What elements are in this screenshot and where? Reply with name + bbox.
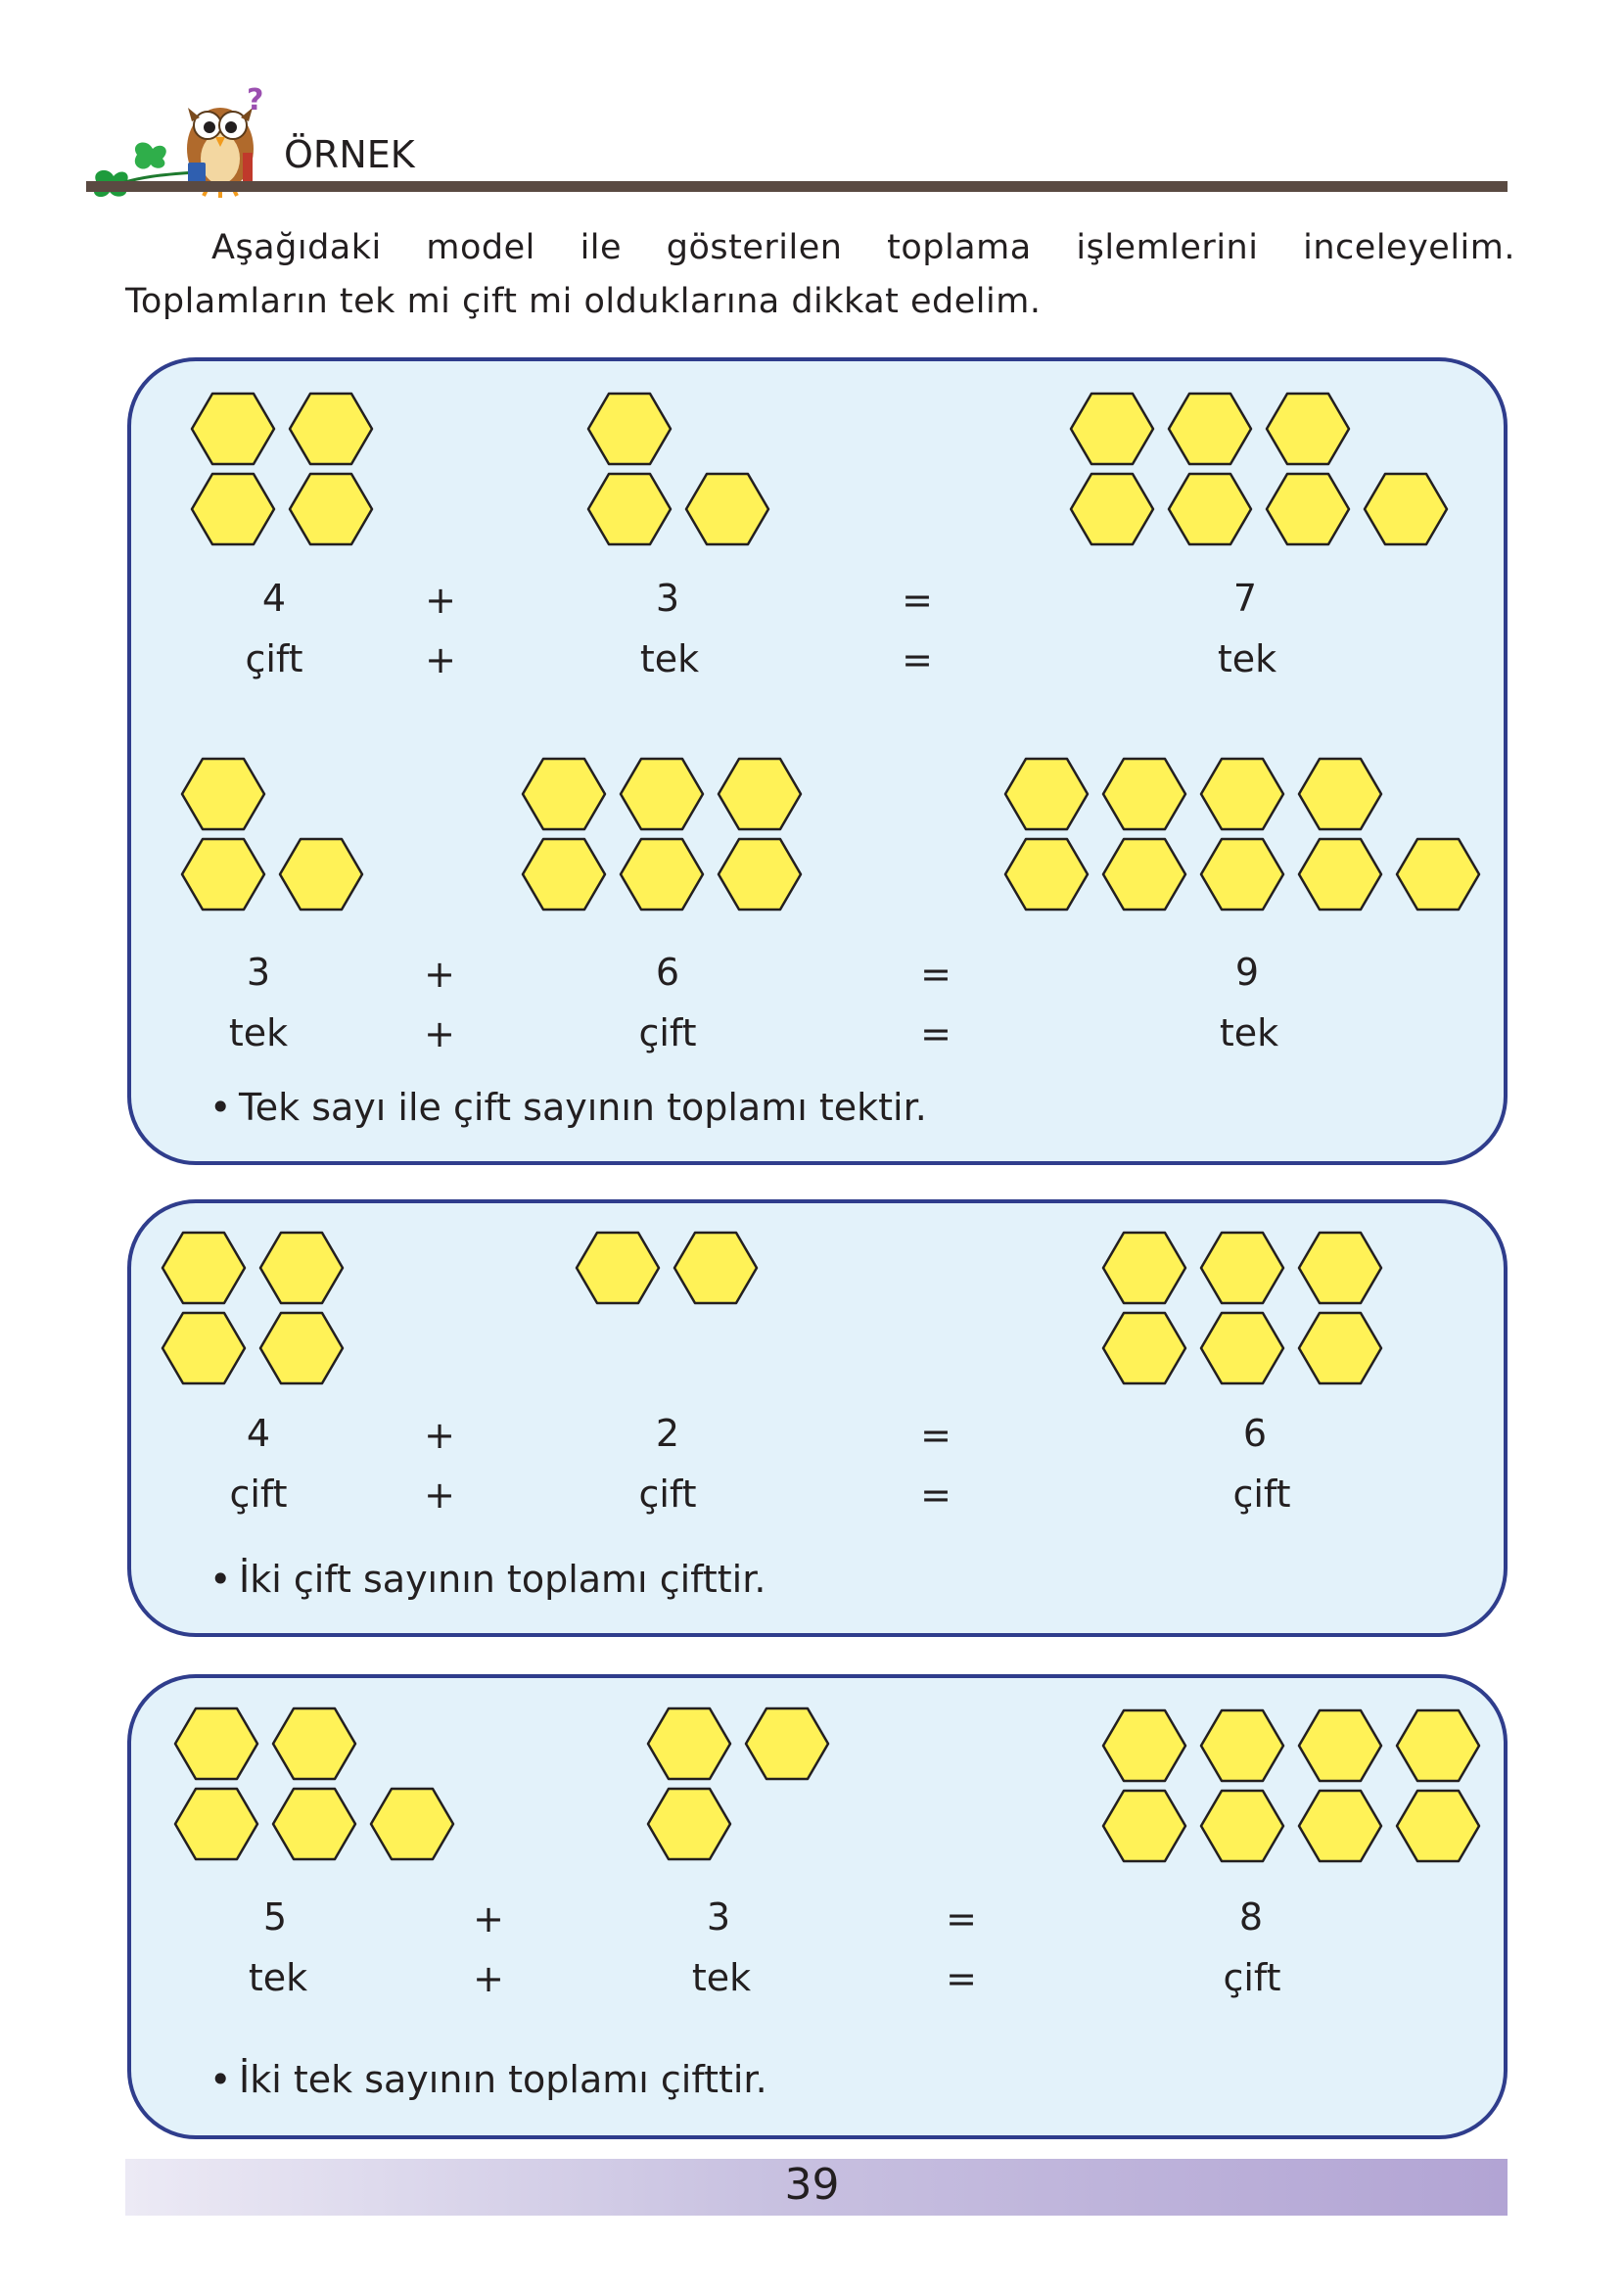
hexagon (1169, 394, 1251, 464)
equals-sign: = (920, 1473, 951, 1517)
hexagon (1397, 1710, 1479, 1781)
addend-a-type: tek (228, 1011, 289, 1054)
hexagon (192, 474, 274, 544)
plus-sign: + (424, 1012, 455, 1055)
hexagon (1103, 1313, 1185, 1383)
equals-sign: = (946, 1957, 977, 2000)
hexagon (1365, 474, 1447, 544)
addend-b-value: 6 (655, 951, 680, 994)
plus-sign: + (425, 638, 456, 681)
hexagon (273, 1708, 355, 1779)
hexagon (621, 759, 703, 829)
hexagon (1071, 394, 1153, 464)
panel-even-plus-even (127, 1199, 1508, 1637)
bullet-icon: • (209, 1558, 232, 1601)
svg-text:?: ? (247, 83, 264, 117)
hexagon (182, 839, 264, 910)
hexagon (648, 1789, 730, 1859)
hexagon (1299, 1313, 1381, 1383)
equals-sign: = (902, 638, 933, 681)
hexagon (1169, 474, 1251, 544)
hexagon (1005, 759, 1088, 829)
equals-sign: = (946, 1897, 977, 1940)
example-title: ÖRNEK (284, 133, 415, 176)
addend-b-type: tek (691, 1956, 752, 1999)
plus-sign: + (424, 1414, 455, 1457)
hexagon (1397, 1791, 1479, 1861)
hexagon (162, 1233, 245, 1303)
hexagon (182, 759, 264, 829)
rule-statement (209, 1086, 927, 1129)
bullet-icon: • (209, 2058, 232, 2101)
hexagon (280, 839, 362, 910)
addend-b-value: 3 (706, 1895, 731, 1939)
header-divider (86, 181, 1508, 192)
hexagon (648, 1708, 730, 1779)
instructions-paragraph (125, 221, 1515, 329)
hexagon (1103, 1710, 1185, 1781)
bullet-icon: • (209, 1086, 232, 1129)
hexagon (260, 1313, 343, 1383)
rule-statement (209, 2058, 767, 2101)
rule-statement (209, 1558, 766, 1601)
hexagon (1299, 1710, 1381, 1781)
addend-b-type: çift (638, 1011, 697, 1054)
equals-sign: = (920, 1012, 951, 1055)
hexagon (1267, 394, 1349, 464)
equals-sign: = (920, 953, 951, 996)
hexagon (273, 1789, 355, 1859)
addend-b-value: 2 (655, 1412, 680, 1455)
hexagon (1299, 839, 1381, 910)
hexagon (192, 394, 274, 464)
equals-sign: = (902, 579, 933, 622)
plus-sign: + (473, 1897, 504, 1940)
hexagon (1005, 839, 1088, 910)
equals-sign: = (920, 1414, 951, 1457)
hexagon (290, 474, 372, 544)
hexagon (1201, 1791, 1283, 1861)
addend-a-value: 4 (261, 577, 287, 620)
hexagon (577, 1233, 659, 1303)
hexagon (1201, 839, 1283, 910)
hexagon (719, 839, 801, 910)
addend-a-value: 4 (246, 1412, 271, 1455)
hexagon (1103, 1791, 1185, 1861)
hexagon (523, 759, 605, 829)
hexagon (523, 839, 605, 910)
hexagon-models (131, 361, 1511, 1169)
hexagon (1201, 759, 1283, 829)
hexagon (1071, 474, 1153, 544)
hexagon (746, 1708, 828, 1779)
hexagon (1201, 1313, 1283, 1383)
panel-odd-plus-odd (127, 1674, 1508, 2139)
sum-type: tek (1217, 637, 1277, 680)
addend-a-type: tek (248, 1956, 308, 1999)
rule-text: İki çift sayının toplamı çifttir. (239, 1558, 766, 1601)
hexagon (1201, 1233, 1283, 1303)
page-number: 39 (784, 2160, 840, 2210)
plus-sign: + (473, 1957, 504, 2000)
hexagon (588, 474, 671, 544)
plus-sign: + (424, 953, 455, 996)
sum-value: 7 (1232, 577, 1258, 620)
sum-value: 6 (1242, 1412, 1268, 1455)
hexagon (588, 394, 671, 464)
addend-a-type: çift (245, 637, 303, 680)
hexagon (1103, 839, 1185, 910)
sum-value: 8 (1238, 1895, 1264, 1939)
rule-text: İki tek sayının toplamı çifttir. (239, 2058, 767, 2101)
hexagon (1267, 474, 1349, 544)
addend-b-value: 3 (655, 577, 680, 620)
hexagon (1299, 1791, 1381, 1861)
hexagon (719, 759, 801, 829)
hexagon (1397, 839, 1479, 910)
hexagon (1103, 759, 1185, 829)
hexagon (175, 1708, 257, 1779)
instructions-text: Aşağıdaki model ile gösterilen toplama işlemlerini inceleyelim. Toplamların tek mi çift mi olduklarına dikkat edelim. (125, 228, 1515, 321)
panel-odd-plus-even (127, 357, 1508, 1165)
rule-text: Tek sayı ile çift sayının toplamı tektir. (239, 1086, 927, 1129)
hexagon (674, 1233, 757, 1303)
hexagon (1103, 1233, 1185, 1303)
sum-type: tek (1219, 1011, 1279, 1054)
hexagon (1299, 759, 1381, 829)
sum-value: 9 (1234, 951, 1260, 994)
hexagon (162, 1313, 245, 1383)
hexagon (1201, 1710, 1283, 1781)
addend-a-value: 3 (246, 951, 271, 994)
sum-type: çift (1232, 1473, 1291, 1516)
plus-sign: + (425, 579, 456, 622)
addend-a-type: çift (229, 1473, 288, 1516)
plus-sign: + (424, 1473, 455, 1517)
hexagon (175, 1789, 257, 1859)
addend-b-type: çift (638, 1473, 697, 1516)
hexagon (1299, 1233, 1381, 1303)
addend-a-value: 5 (262, 1895, 288, 1939)
hexagon (371, 1789, 453, 1859)
hexagon (686, 474, 768, 544)
hexagon (260, 1233, 343, 1303)
hexagon (621, 839, 703, 910)
addend-b-type: tek (639, 637, 700, 680)
hexagon (290, 394, 372, 464)
sum-type: çift (1223, 1956, 1281, 1999)
